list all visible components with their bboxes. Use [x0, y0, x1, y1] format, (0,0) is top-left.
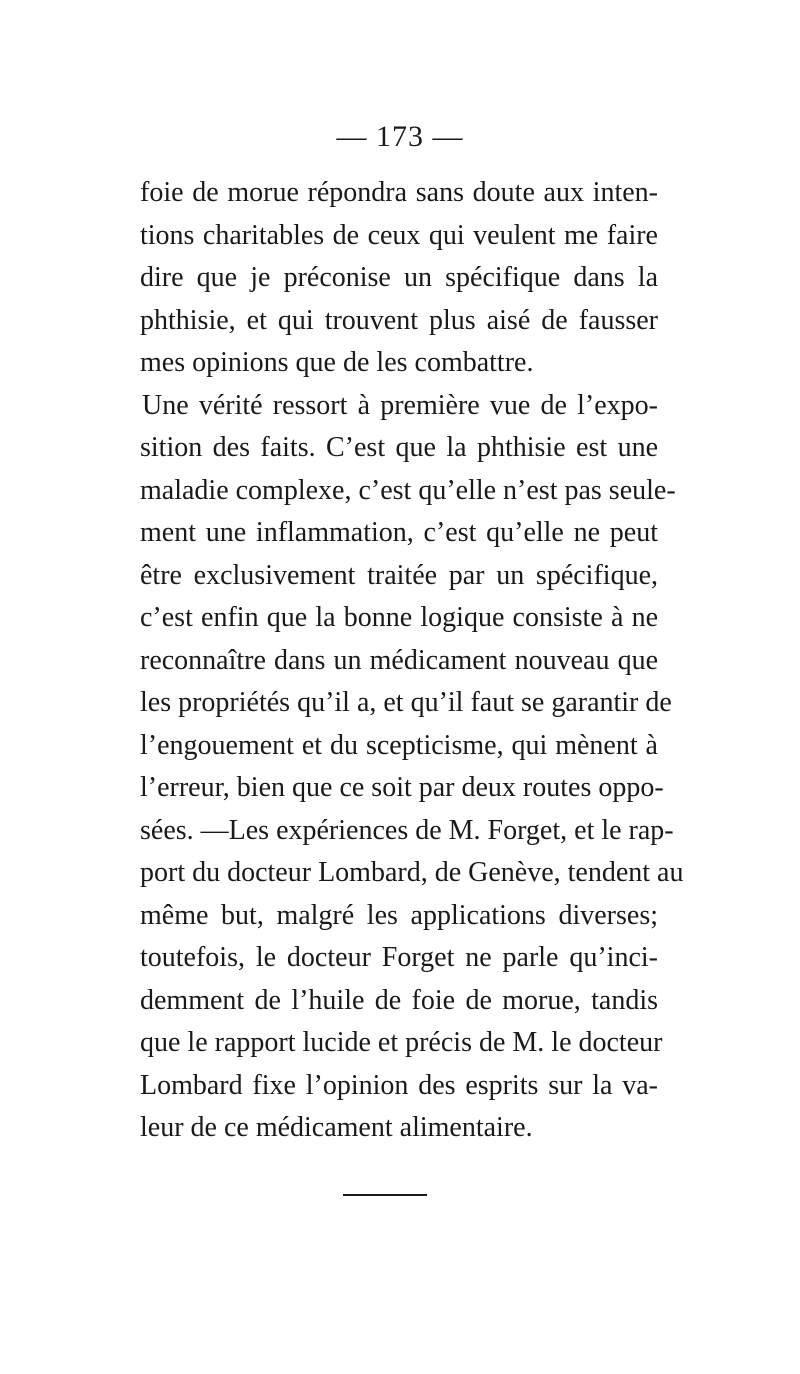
text-line: leur de ce médicament alimentaire. [140, 1112, 533, 1143]
text-line: maladie complexe, c’est qu’elle n’est pas seule- [140, 474, 676, 506]
text-line: phthisie, et qui trouvent plus aisé de fausser [140, 304, 658, 336]
end-rule [343, 1194, 427, 1196]
page-number: — 173 — [336, 120, 464, 153]
text-line: Lombard fixe l’opinion des esprits sur la va- [140, 1069, 658, 1101]
text-line: ment une inflammation, c’est qu’elle ne peut [140, 517, 658, 548]
text-line: toutefois, le docteur Forget ne parle qu’inci- [140, 942, 658, 973]
text-line: mes opinions que de les combattre. [140, 347, 534, 378]
text-line: port du docteur Lombard, de Genève, tendent au [140, 857, 684, 888]
text-line: sées. —Les expériences de M. Forget, et le rap- [140, 814, 674, 846]
text-line: les propriétés qu’il a, et qu’il faut se garantir de [140, 687, 672, 718]
text-line: l’engouement et du scepticisme, qui mènent à [140, 729, 658, 761]
text-line: foie de morue répondra sans doute aux inten- [140, 177, 658, 208]
text-line: sition des faits. C’est que la phthisie est une [140, 432, 658, 463]
text-line: dire que je préconise un spécifique dans la [140, 262, 658, 293]
text-line: être exclusivement traitée par un spécifique, [140, 559, 658, 591]
text-line: reconnaître dans un médicament nouveau que [140, 644, 658, 676]
text-line: Une vérité ressort à première vue de l’expo- [142, 389, 658, 421]
text-line: c’est enfin que la bonne logique consiste à ne [140, 602, 658, 633]
text-line: même but, malgré les applications diverses; [140, 899, 658, 931]
text-line: tions charitables de ceux qui veulent me faire [140, 219, 658, 251]
text-line: demment de l’huile de foie de morue, tandis [140, 984, 658, 1016]
text-line: l’erreur, bien que ce soit par deux routes oppo- [140, 772, 664, 803]
text-line: que le rapport lucide et précis de M. le docteur [140, 1027, 663, 1058]
body-text [140, 172, 684, 1150]
